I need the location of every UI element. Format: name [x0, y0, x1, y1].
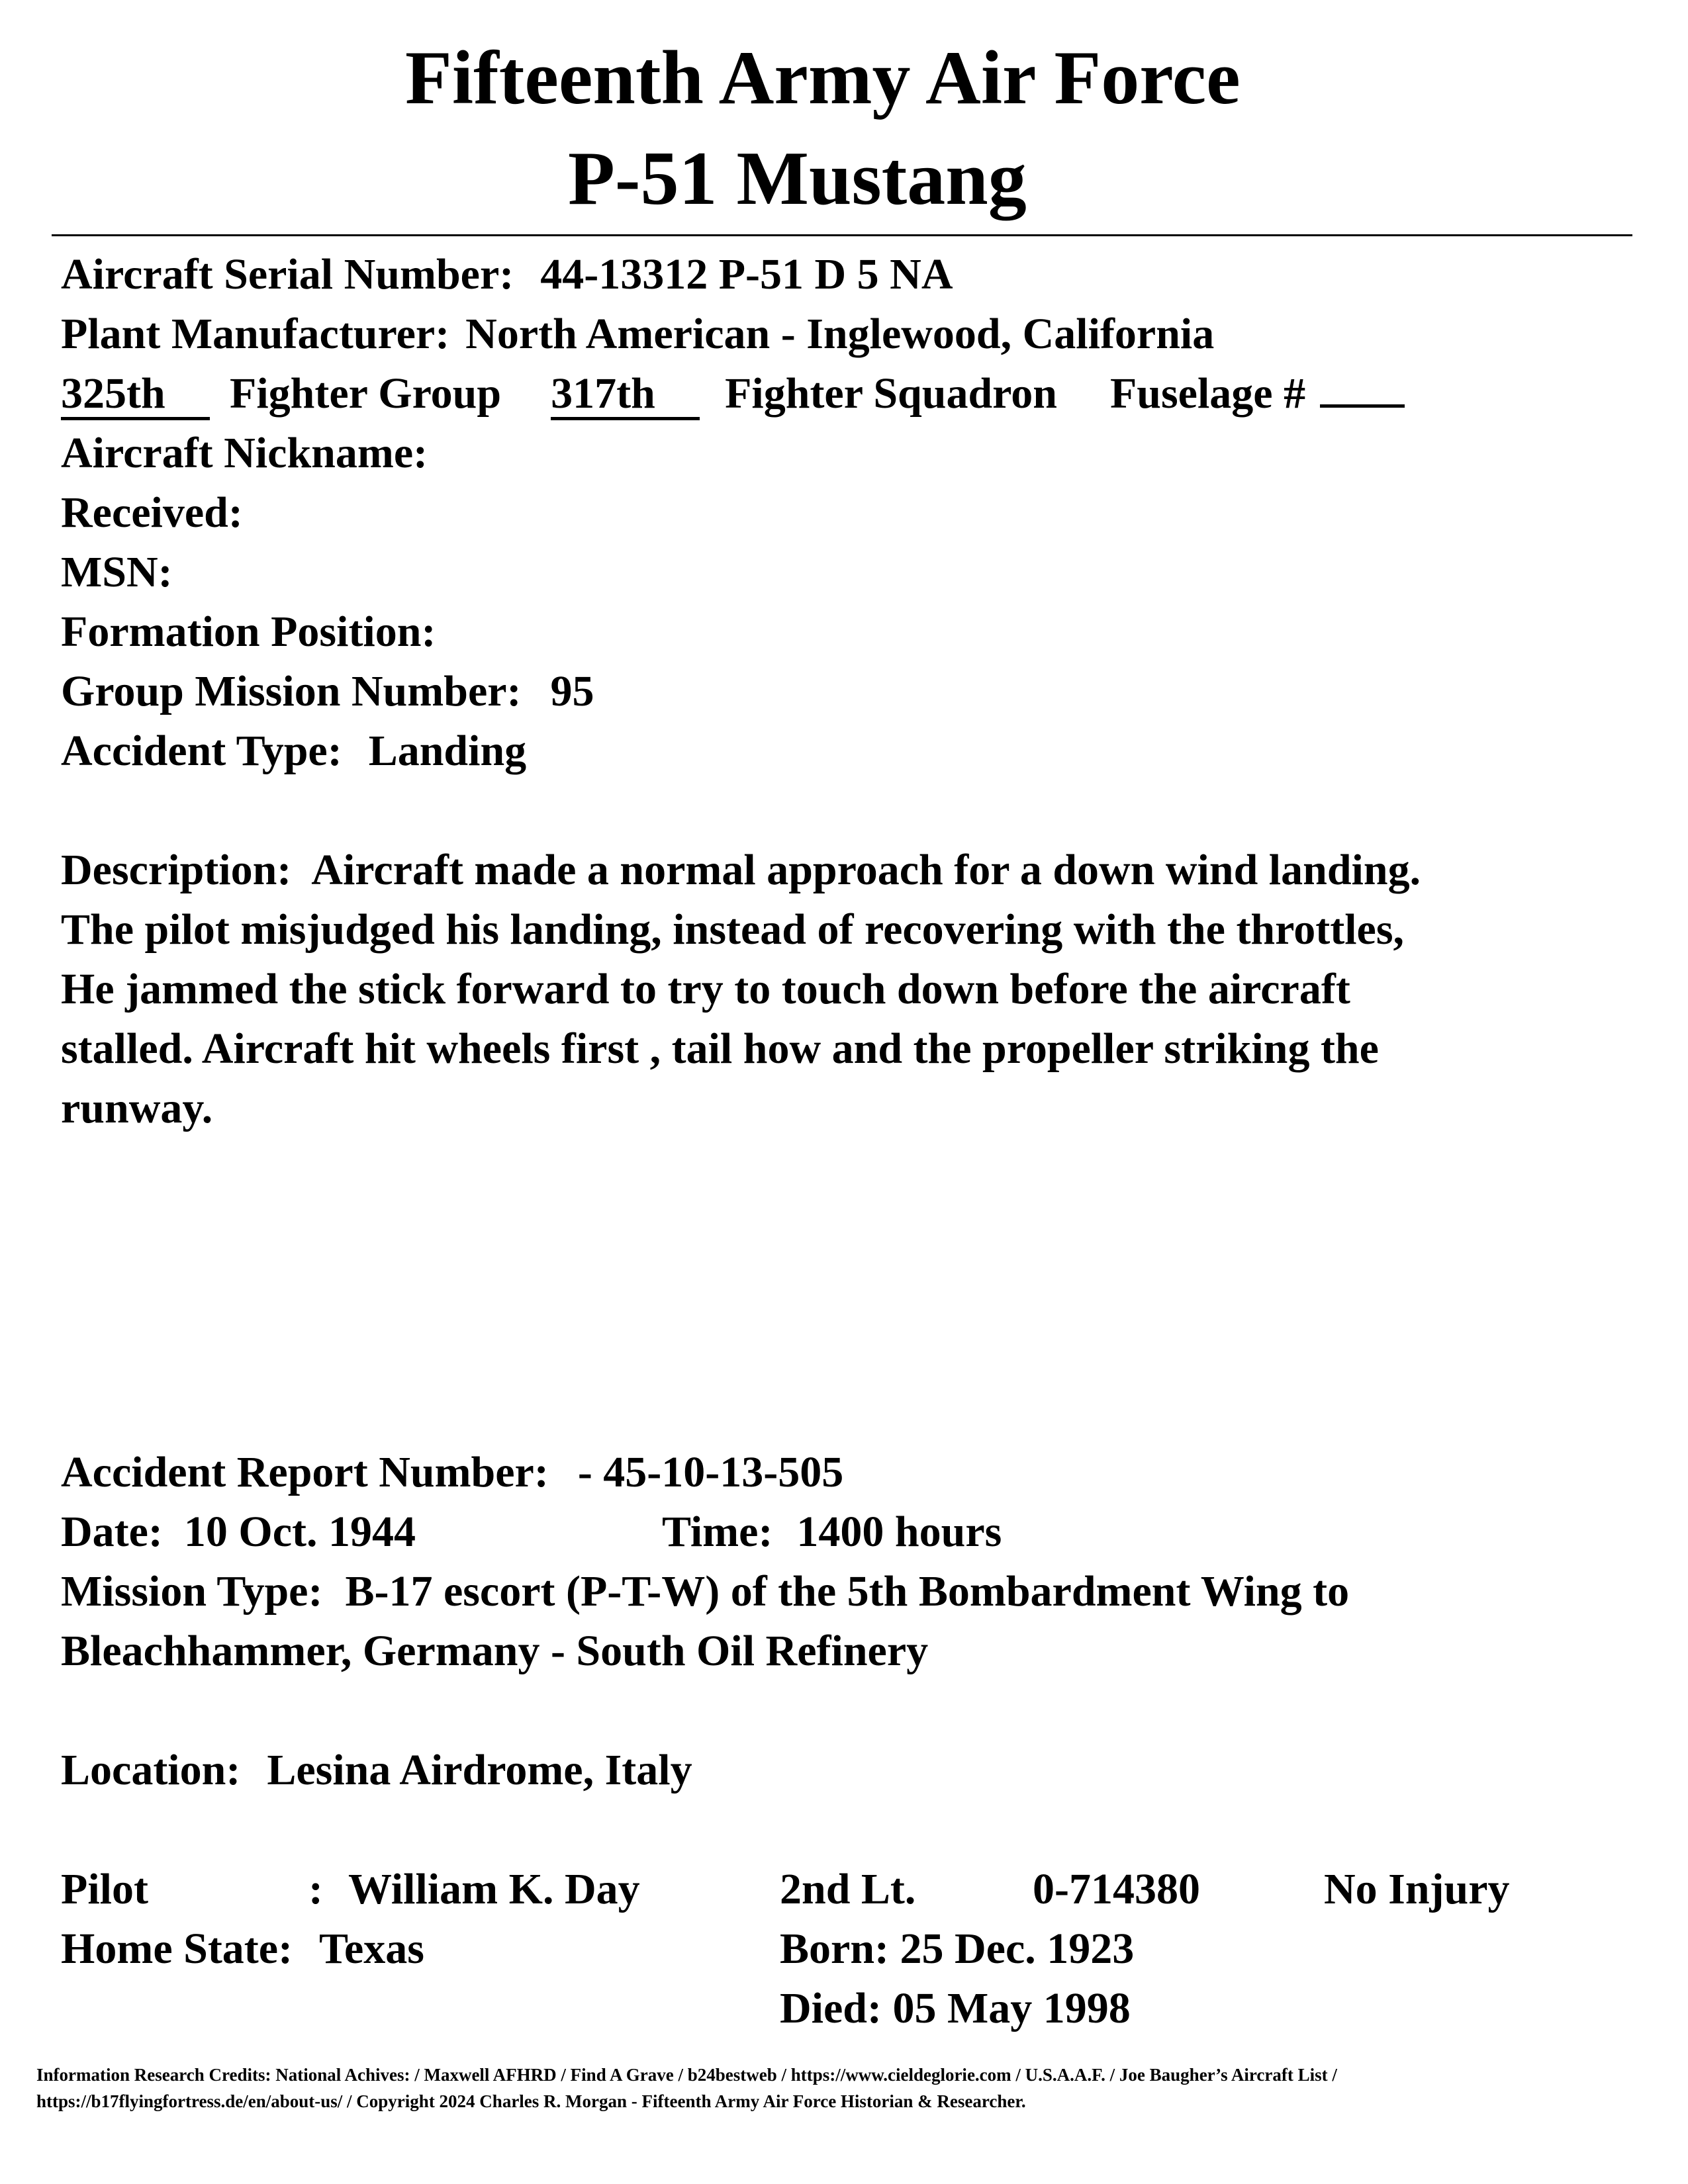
description-line-1 — [61, 848, 1421, 892]
fighter-group-label: Fighter Group — [230, 369, 502, 418]
received-label: Received: — [61, 488, 243, 537]
group-mission-label: Group Mission Number: — [61, 667, 522, 715]
fighter-squadron-value: 317th — [551, 372, 700, 420]
date-row — [61, 1510, 416, 1554]
manufacturer-value: North American - Inglewood, California — [465, 310, 1215, 358]
accident-type-row — [61, 729, 526, 773]
description-line-3: He jammed the stick forward to try to touch down before the aircraft — [61, 965, 1350, 1013]
location-row — [61, 1746, 692, 1794]
mission-type-label: Mission Type: — [61, 1567, 323, 1615]
report-number-label: Accident Report Number: — [61, 1448, 549, 1496]
report-number-row — [61, 1448, 844, 1496]
fuselage-blank — [1320, 403, 1405, 408]
serial-number-row — [61, 250, 953, 298]
description-label: Description: — [61, 846, 292, 894]
time-value: 1400 hours — [796, 1508, 1002, 1556]
page-title: Fifteenth Army Air Force — [405, 36, 1241, 120]
fuselage-label: Fuselage # — [1109, 369, 1306, 418]
location-value: Lesina Airdrome, Italy — [267, 1746, 692, 1794]
mission-type-row — [61, 1567, 1350, 1615]
fighter-squadron-label: Fighter Squadron — [725, 369, 1057, 418]
pilot-colon: : — [308, 1865, 323, 1913]
mission-type-line-1: B-17 escort (P-T-W) of the 5th Bombardment Wing to — [345, 1567, 1350, 1615]
home-state-value: Texas — [319, 1925, 424, 1973]
manufacturer-label: Plant Manufacturer: — [61, 310, 450, 358]
serial-number-value: 44-13312 P-51 D 5 NA — [540, 250, 953, 298]
accident-type-value: Landing — [368, 727, 527, 775]
time-label: Time: — [662, 1508, 773, 1556]
date-label: Date: — [61, 1508, 163, 1556]
group-mission-row — [61, 667, 594, 715]
page-subtitle: P-51 Mustang — [568, 136, 1027, 221]
description-text: Aircraft made a normal approach for a down wind landing. — [311, 846, 1421, 894]
pilot-born: Born: 25 Dec. 1923 — [780, 1925, 1135, 1973]
msn-label: MSN: — [61, 548, 173, 596]
credits-line-2: https://b17flyingfortress.de/en/about-us/ / Copyright 2024 Charles R. Morgan - Fifteenth Army Air Force Historian & Researcher. — [36, 2091, 1026, 2111]
pilot-rank: 2nd Lt. — [780, 1865, 916, 1913]
home-state-label: Home State: — [61, 1925, 293, 1973]
accident-type-label: Accident Type: — [61, 727, 342, 775]
serial-number-label: Aircraft Serial Number: — [61, 250, 514, 298]
manufacturer-row — [61, 312, 1214, 356]
pilot-serial: 0-714380 — [1033, 1865, 1200, 1913]
group-mission-value: 95 — [550, 667, 594, 715]
fighter-group-value: 325th — [61, 372, 210, 420]
header-divider — [52, 234, 1632, 236]
unit-row — [61, 369, 1405, 420]
credits-line-1: Information Research Credits: National Achives: / Maxwell AFHRD / Find A Grave / b24bestweb / https://www.cieldeglorie.com / U.S.A.A.F. / Joe Baugher’s Aircraft List / — [36, 2065, 1337, 2085]
report-number-value: - 45-10-13-505 — [577, 1448, 844, 1496]
mission-type-line-2: Bleachhammer, Germany - South Oil Refinery — [61, 1627, 929, 1675]
time-row — [662, 1510, 1002, 1554]
formation-position-label: Formation Position: — [61, 608, 436, 656]
pilot-label: Pilot — [61, 1865, 148, 1913]
date-value: 10 Oct. 1944 — [183, 1508, 416, 1556]
pilot-name: William K. Day — [348, 1865, 640, 1913]
pilot-status: No Injury — [1324, 1865, 1510, 1913]
location-label: Location: — [61, 1746, 241, 1794]
description-line-4: stalled. Aircraft hit wheels first , tail how and the propeller striking the — [61, 1024, 1379, 1073]
home-state-row — [61, 1927, 424, 1971]
description-line-5: runway. — [61, 1084, 213, 1132]
pilot-died: Died: 05 May 1998 — [780, 1984, 1131, 2032]
description-line-2: The pilot misjudged his landing, instead of recovering with the throttles, — [61, 905, 1405, 954]
nickname-label: Aircraft Nickname: — [61, 429, 428, 477]
